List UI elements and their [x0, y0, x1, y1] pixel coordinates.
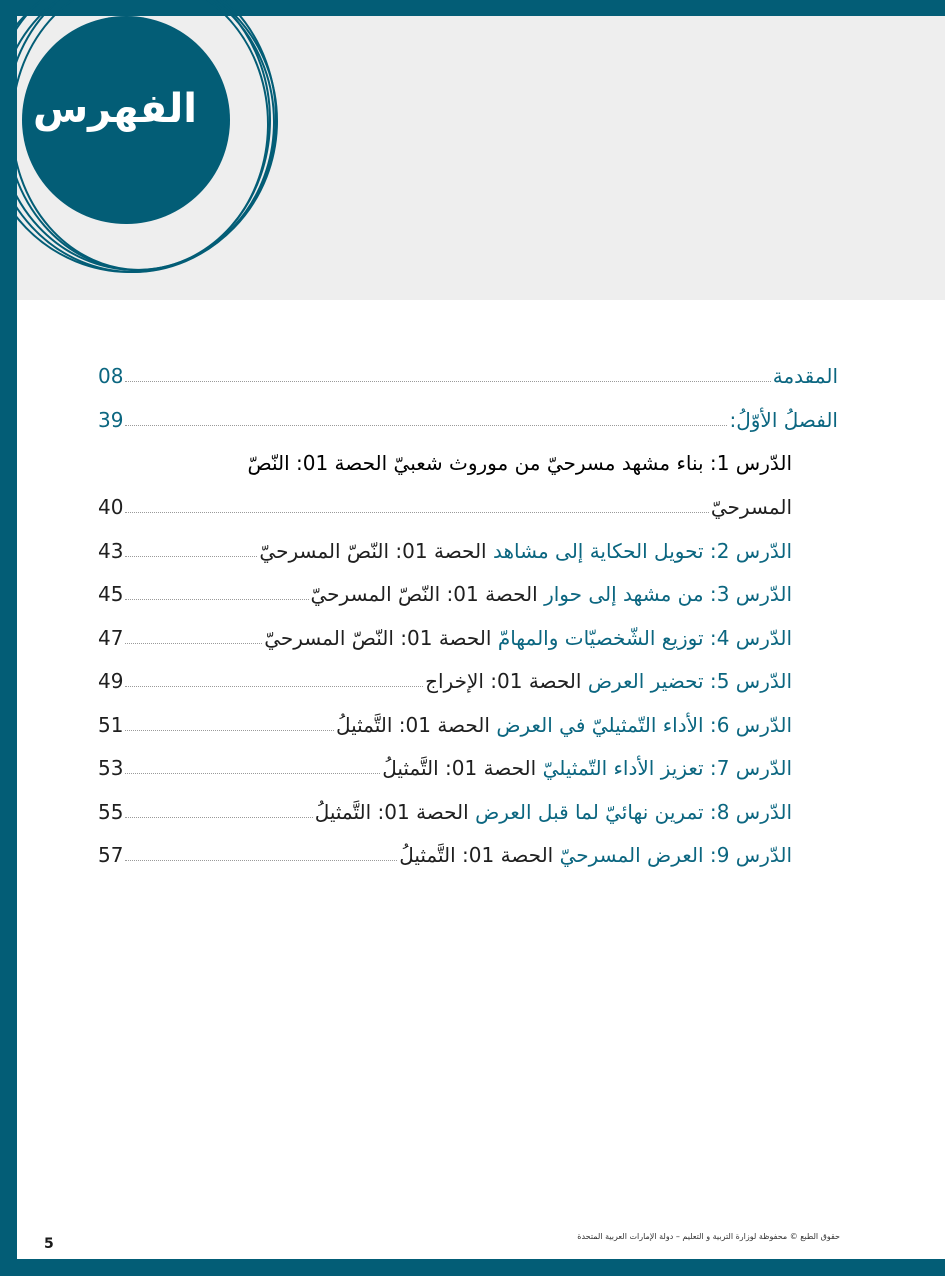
- toc-entry-page: 53: [98, 756, 124, 780]
- toc-entry-page: 40: [98, 495, 124, 519]
- lesson-title: الأداء التّمثيليّ في العرض: [496, 713, 704, 737]
- lesson-number: الدّرس 1: [716, 451, 792, 475]
- page-title: الفهرس: [32, 86, 197, 132]
- toc-entry-page: 57: [98, 843, 124, 867]
- toc-entry-lesson-8[interactable]: الدّرس 8: تمرين نهائيّ لما قبل العرض الحصة 01: التَّمثيلُ 55: [98, 800, 792, 824]
- lesson-number: الدّرس 9: [716, 843, 792, 867]
- toc-entry-page: 39: [98, 408, 124, 432]
- toc-entry-page: 43: [98, 539, 124, 563]
- lesson-title: تعزيز الأداء التّمثيليّ: [542, 756, 704, 780]
- toc-entry-label: الفصلُ الأوّلُ:: [729, 408, 838, 432]
- dot-leader: [125, 512, 708, 513]
- dot-leader: [125, 860, 397, 861]
- lesson-number: الدّرس 7: [716, 756, 792, 780]
- toc-entry-page: 55: [98, 800, 124, 824]
- dot-leader: [125, 643, 262, 644]
- session-label: الحصة 01: التَّمثيلُ: [382, 756, 537, 780]
- toc-entry-lesson-9[interactable]: الدّرس 9: العرض المسرحيّ الحصة 01: التَّمثيلُ 57: [98, 843, 792, 867]
- toc-entry-page: 47: [98, 626, 124, 650]
- bottom-border: [0, 1259, 945, 1276]
- session-label: الحصة 01: التَّمثيلُ: [399, 843, 554, 867]
- session-label: الحصة 01: النّصّ المسرحيّ: [259, 539, 487, 563]
- session-label: الحصة 01: النّصّ: [247, 451, 388, 475]
- dot-leader: [125, 556, 257, 557]
- lesson-title: تمرين نهائيّ لما قبل العرض: [475, 800, 704, 824]
- lesson-number: الدّرس 6: [716, 713, 792, 737]
- lesson-title: تحضير العرض: [587, 669, 704, 693]
- left-border: [0, 0, 17, 1276]
- toc-entry-lesson-3[interactable]: الدّرس 3: من مشهد إلى حوار الحصة 01: النّصّ المسرحيّ 45: [98, 582, 792, 606]
- lesson-number: الدّرس 4: [716, 626, 792, 650]
- session-label: الحصة 01: النّصّ المسرحيّ: [310, 582, 538, 606]
- toc-entry-lesson-6[interactable]: الدّرس 6: الأداء التّمثيليّ في العرض الحصة 01: التَّمثيلُ 51: [98, 713, 792, 737]
- toc-entry-lesson-4[interactable]: الدّرس 4: توزيع الشّخصيّات والمهامّ الحصة 01: النّصّ المسرحيّ 47: [98, 626, 792, 650]
- toc-entry-intro[interactable]: [98, 350, 838, 390]
- toc-entry-lesson-2[interactable]: الدّرس 2: تحويل الحكاية إلى مشاهد الحصة 01: النّصّ المسرحيّ 43: [98, 539, 792, 563]
- lesson-title: توزيع الشّخصيّات والمهامّ: [497, 626, 704, 650]
- lesson-number: الدّرس 5: [716, 669, 792, 693]
- session-label: الحصة 01: النّصّ المسرحيّ: [264, 626, 492, 650]
- toc-entry-lesson-5[interactable]: الدّرس 5: تحضير العرض الحصة 01: الإخراج 49: [98, 669, 792, 693]
- toc-entry-lesson-1[interactable]: الدّرس 1: بناء مشهد مسرحيّ من موروث شعبيّ الحصة 01: النّصّ: [247, 451, 792, 475]
- toc-entry-page: 51: [98, 713, 124, 737]
- dot-leader: [125, 686, 423, 687]
- dot-leader: [125, 425, 727, 426]
- dot-leader: [125, 730, 334, 731]
- toc-entry-page: 08: [98, 364, 124, 388]
- session-label: الحصة 01: التَّمثيلُ: [314, 800, 469, 824]
- toc-entry-page: 49: [98, 669, 124, 693]
- toc-entry-label: المقدمة: [772, 364, 838, 388]
- session-label-cont: المسرحيّ: [710, 495, 792, 519]
- toc-entry-lesson-7[interactable]: الدّرس 7: تعزيز الأداء التّمثيليّ الحصة 01: التَّمثيلُ 53: [98, 756, 792, 780]
- decorative-rings: [0, 0, 300, 300]
- session-label: الحصة 01: الإخراج: [425, 669, 582, 693]
- lesson-title: من مشهد إلى حوار: [544, 582, 704, 606]
- dot-leader: [125, 817, 312, 818]
- dot-leader: [125, 599, 308, 600]
- lesson-title: العرض المسرحيّ: [559, 843, 704, 867]
- lesson-number: الدّرس 2: [716, 539, 792, 563]
- session-label: الحصة 01: التَّمثيلُ: [335, 713, 490, 737]
- toc-entry-page: 45: [98, 582, 124, 606]
- toc-entry-chapter-1[interactable]: [98, 394, 838, 434]
- toc-entry-lesson-1-cont[interactable]: [98, 481, 792, 521]
- lesson-title: بناء مشهد مسرحيّ من موروث شعبيّ: [393, 451, 704, 475]
- dot-leader: [125, 773, 380, 774]
- copyright-notice: حقوق الطبع © محفوظة لوزارة التربية و التعليم – دولة الإمارات العربية المتحدة: [577, 1232, 840, 1241]
- dot-leader: [125, 381, 770, 382]
- lesson-number: الدّرس 3: [716, 582, 792, 606]
- lesson-title: تحويل الحكاية إلى مشاهد: [492, 539, 704, 563]
- page-number: 5: [44, 1236, 54, 1252]
- lesson-number: الدّرس 8: [716, 800, 792, 824]
